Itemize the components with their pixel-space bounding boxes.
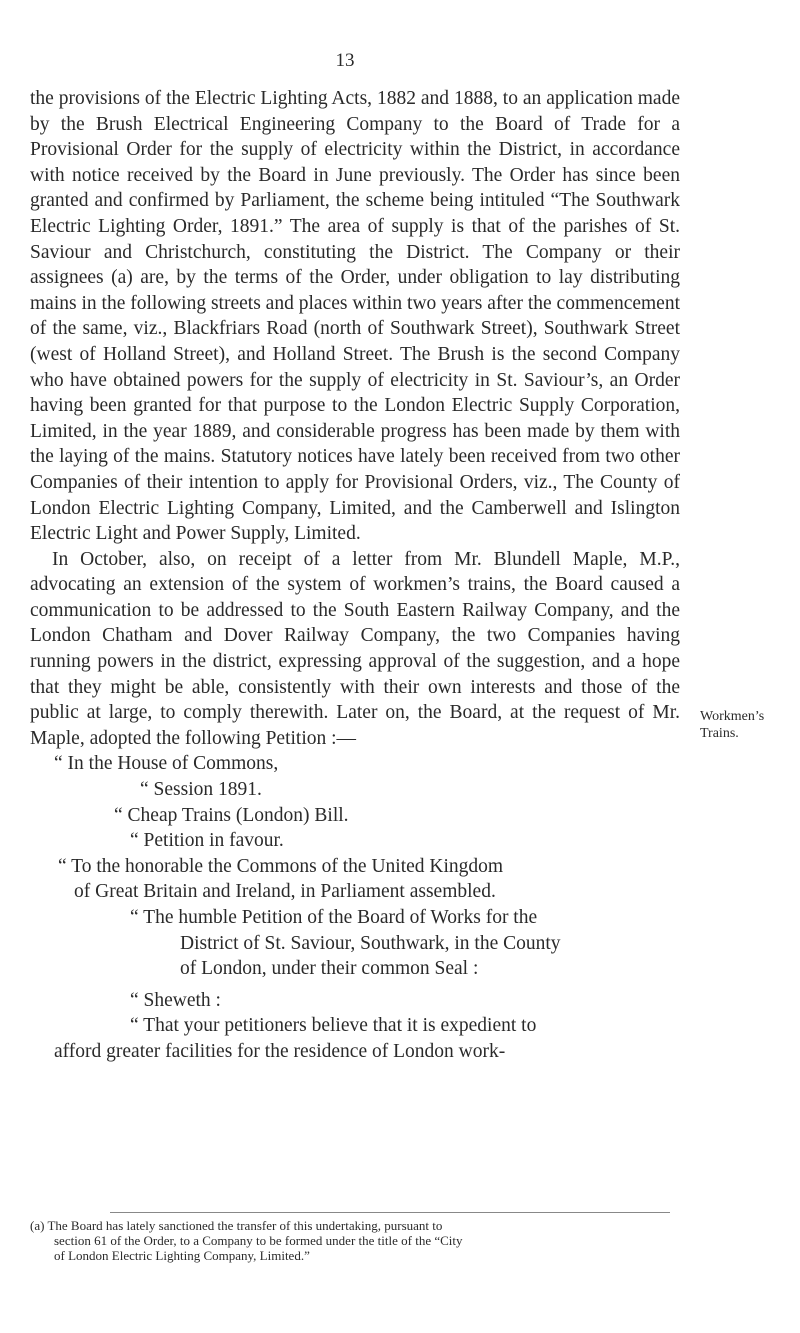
petition-line: of London, under their common Seal : xyxy=(180,958,479,980)
footnote-line: section 61 of the Order, to a Company to be formed under the title of the “City xyxy=(54,1233,463,1248)
petition-line: “ That your petitioners believe that it is expedient to xyxy=(130,1015,537,1037)
petition-line: “ Session 1891. xyxy=(140,779,262,801)
petition-line: “ Sheweth : xyxy=(130,989,221,1011)
margin-note-line: Workmen’s xyxy=(700,709,765,724)
paragraph-workmens-trains: In October, also, on receipt of a letter from Mr. Blundell Maple, M.P., advocating an extension of the system of workmen’s trains, the Board caused a communication to be addressed to the South Eastern Railway Company, and the London Chatham and Dover Railway Company, the two Companies having running powers in the district, expressing approval of the suggestion, and a hope that they might be able, consistently with their own interests and those of the public at large, to comply therewith. Later on, the Board, at the request of Mr. Maple, adopted the following Petition :— xyxy=(30,548,680,749)
page-number: 13 xyxy=(335,50,355,71)
petition-line: “ Petition in favour. xyxy=(130,830,284,852)
petition-line: “ Cheap Trains (London) Bill. xyxy=(114,804,349,826)
footnote xyxy=(30,1218,690,1263)
petition-text xyxy=(30,751,680,1064)
footnote-line: of London Electric Lighting Company, Limited.” xyxy=(54,1248,310,1263)
petition-line: District of St. Saviour, Southwark, in the County xyxy=(180,932,561,954)
petition-line: “ To the honorable the Commons of the United Kingdom xyxy=(58,855,504,877)
petition-line: of Great Britain and Ireland, in Parliament assembled. xyxy=(74,881,496,903)
petition-line: “ In the House of Commons, xyxy=(54,753,279,775)
margin-note xyxy=(700,708,790,742)
footnote-line: (a) The Board has lately sanctioned the transfer of this undertaking, pursuant to xyxy=(30,1218,443,1233)
petition-line: afford greater facilities for the residence of London work- xyxy=(54,1040,506,1062)
body-text xyxy=(30,86,680,1065)
margin-note-line: Trains. xyxy=(700,726,739,741)
footnote-divider xyxy=(110,1212,670,1213)
paragraph-electric-lighting: the provisions of the Electric Lighting Acts, 1882 and 1888, to an application made by the Brush Electrical Engineering Company to the Board of Trade for a Provisional Order for the supply of electricity within the District, in accordance with notice received by the Board in June previously. The Order has since been granted and confirmed by Parliament, the scheme being intituled “The Southwark Electric Lighting Order, 1891.” The area of supply is that of the parishes of St. Saviour and Christchurch, constituting the District. The Company or their assignees (a) are, by the terms of the Order, under obligation to lay distributing mains in the following streets and places within two years after the commencement of the same, viz., Blackfriars Road (north of Southwark Street), Southwark Street (west of Holland Street), and Holland Street. The Brush is the second Company who have obtained powers for the supply of electricity in St. Saviour’s, an Order having been granted for that purpose to the London Electric Supply Corporation, Limited, in the year 1889, and considerable progress has been made by them with the laying of the mains. Statutory notices have lately been received from two other Companies of their intention to apply for Provisional Orders, viz., The County of London Electric Lighting Company, Limited, and the Camberwell and Islington Electric Light and Power Supply, Limited. xyxy=(30,88,680,545)
petition-line: “ The humble Petition of the Board of Works for the xyxy=(130,907,538,928)
